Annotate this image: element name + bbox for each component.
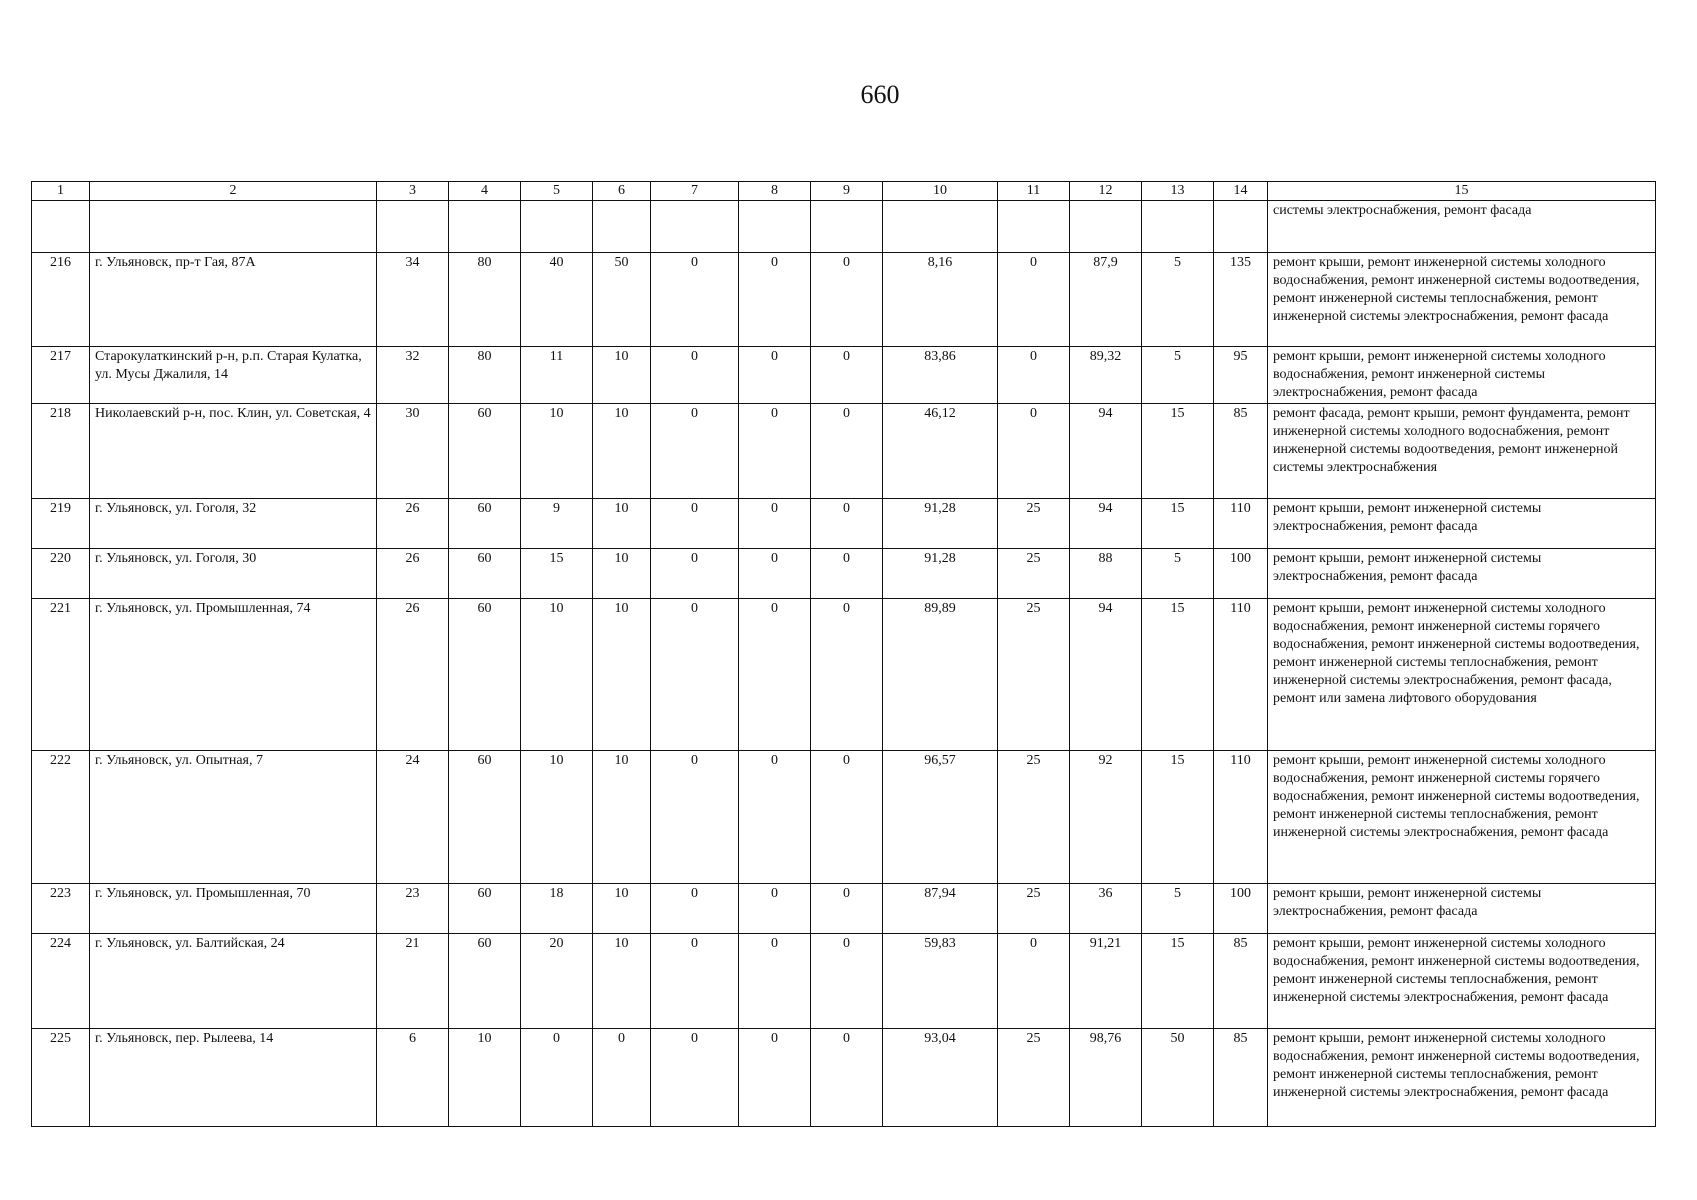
value-cell: 98,76	[1070, 1029, 1142, 1127]
table-row	[32, 751, 1656, 884]
value-cell: 25	[998, 499, 1070, 549]
value-cell: 60	[449, 884, 521, 934]
table-row	[32, 599, 1656, 751]
value-cell: 0	[998, 253, 1070, 347]
value-cell: 96,57	[883, 751, 998, 884]
table-row	[32, 1029, 1656, 1127]
works-cell: ремонт фасада, ремонт крыши, ремонт фундамента, ремонт инженерной системы холодного водоснабжения, ремонт инженерной системы водоотведения, ремонт инженерной системы электроснабжения	[1268, 404, 1656, 499]
value-cell: 0	[593, 1029, 651, 1127]
works-cell: ремонт крыши, ремонт инженерной системы электроснабжения, ремонт фасада	[1268, 499, 1656, 549]
column-header: 3	[377, 182, 449, 201]
value-cell: 10	[593, 884, 651, 934]
value-cell: 10	[521, 404, 593, 499]
value-cell: 80	[449, 347, 521, 404]
value-cell: 26	[377, 599, 449, 751]
value-cell: 0	[739, 599, 811, 751]
row-number-cell: 217	[32, 347, 90, 404]
value-cell: 0	[651, 599, 739, 751]
value-cell: 10	[593, 934, 651, 1029]
value-cell: 5	[1142, 347, 1214, 404]
works-cell: ремонт крыши, ремонт инженерной системы холодного водоснабжения, ремонт инженерной системы водоотведения, ремонт инженерной системы теплоснабжения, ремонт инженерной системы электроснабжения, ремонт фасада	[1268, 253, 1656, 347]
value-cell: 30	[377, 404, 449, 499]
column-header: 6	[593, 182, 651, 201]
row-number-cell: 220	[32, 549, 90, 599]
value-cell: 9	[521, 499, 593, 549]
value-cell: 92	[1070, 751, 1142, 884]
housing-repair-table	[31, 181, 1656, 1127]
continuation-row	[32, 201, 1656, 253]
works-cell: ремонт крыши, ремонт инженерной системы холодного водоснабжения, ремонт инженерной системы электроснабжения, ремонт фасада	[1268, 347, 1656, 404]
value-cell: 0	[651, 347, 739, 404]
value-cell: 25	[998, 1029, 1070, 1127]
row-number-cell: 221	[32, 599, 90, 751]
value-cell: 89,89	[883, 599, 998, 751]
value-cell: 32	[377, 347, 449, 404]
column-header: 1	[32, 182, 90, 201]
value-cell: 10	[593, 599, 651, 751]
value-cell: 0	[651, 253, 739, 347]
value-cell: 0	[739, 1029, 811, 1127]
value-cell: 0	[651, 934, 739, 1029]
value-cell: 25	[998, 884, 1070, 934]
column-header: 14	[1214, 182, 1268, 201]
value-cell: 89,32	[1070, 347, 1142, 404]
value-cell: 91,28	[883, 549, 998, 599]
works-cell: ремонт крыши, ремонт инженерной системы холодного водоснабжения, ремонт инженерной системы горячего водоснабжения, ремонт инженерной системы водоотведения, ремонт инженерной системы теплоснабжения, ремонт инженерной системы электроснабжения, ремонт фасада	[1268, 751, 1656, 884]
value-cell: 0	[651, 751, 739, 884]
value-cell: 15	[1142, 599, 1214, 751]
address-cell: г. Ульяновск, ул. Гоголя, 30	[90, 549, 377, 599]
value-cell: 110	[1214, 599, 1268, 751]
value-cell: 91,28	[883, 499, 998, 549]
value-cell: 87,9	[1070, 253, 1142, 347]
works-cell: ремонт крыши, ремонт инженерной системы холодного водоснабжения, ремонт инженерной системы горячего водоснабжения, ремонт инженерной системы водоотведения, ремонт инженерной системы теплоснабжения, ремонт инженерной системы электроснабжения, ремонт фасада, ремонт или замена лифтового оборудования	[1268, 599, 1656, 751]
value-cell: 0	[739, 884, 811, 934]
value-cell: 10	[449, 1029, 521, 1127]
value-cell: 0	[651, 1029, 739, 1127]
value-cell: 60	[449, 499, 521, 549]
address-cell: г. Ульяновск, пер. Рылеева, 14	[90, 1029, 377, 1127]
value-cell: 0	[811, 599, 883, 751]
value-cell: 0	[998, 934, 1070, 1029]
value-cell: 0	[811, 549, 883, 599]
value-cell: 50	[1142, 1029, 1214, 1127]
value-cell: 110	[1214, 751, 1268, 884]
column-header: 13	[1142, 182, 1214, 201]
value-cell: 85	[1214, 934, 1268, 1029]
address-cell: г. Ульяновск, ул. Балтийская, 24	[90, 934, 377, 1029]
value-cell: 10	[521, 751, 593, 884]
value-cell: 60	[449, 751, 521, 884]
value-cell: 85	[1214, 404, 1268, 499]
value-cell: 23	[377, 884, 449, 934]
column-header: 4	[449, 182, 521, 201]
value-cell: 18	[521, 884, 593, 934]
page-number: 660	[860, 80, 900, 109]
column-header: 8	[739, 182, 811, 201]
value-cell: 0	[811, 499, 883, 549]
value-cell: 93,04	[883, 1029, 998, 1127]
row-number-cell: 218	[32, 404, 90, 499]
value-cell: 0	[811, 253, 883, 347]
value-cell: 0	[811, 884, 883, 934]
value-cell: 110	[1214, 499, 1268, 549]
row-number-cell: 219	[32, 499, 90, 549]
table-row	[32, 253, 1656, 347]
value-cell: 135	[1214, 253, 1268, 347]
table-row	[32, 934, 1656, 1029]
value-cell: 24	[377, 751, 449, 884]
value-cell: 80	[449, 253, 521, 347]
value-cell: 0	[811, 1029, 883, 1127]
address-cell: Николаевский р-н, пос. Клин, ул. Советская, 4	[90, 404, 377, 499]
value-cell: 0	[811, 751, 883, 884]
value-cell: 6	[377, 1029, 449, 1127]
row-number-cell: 223	[32, 884, 90, 934]
column-header: 9	[811, 182, 883, 201]
value-cell: 26	[377, 499, 449, 549]
value-cell: 0	[739, 404, 811, 499]
address-cell: г. Ульяновск, ул. Промышленная, 74	[90, 599, 377, 751]
value-cell: 36	[1070, 884, 1142, 934]
value-cell: 15	[521, 549, 593, 599]
value-cell: 0	[739, 934, 811, 1029]
column-header: 11	[998, 182, 1070, 201]
value-cell: 83,86	[883, 347, 998, 404]
value-cell: 91,21	[1070, 934, 1142, 1029]
table-row	[32, 404, 1656, 499]
table-row	[32, 884, 1656, 934]
column-number-header-row	[32, 182, 1656, 201]
value-cell: 40	[521, 253, 593, 347]
value-cell: 8,16	[883, 253, 998, 347]
value-cell: 21	[377, 934, 449, 1029]
value-cell: 34	[377, 253, 449, 347]
value-cell: 15	[1142, 404, 1214, 499]
table-row	[32, 499, 1656, 549]
value-cell: 25	[998, 549, 1070, 599]
value-cell: 5	[1142, 253, 1214, 347]
value-cell: 15	[1142, 751, 1214, 884]
value-cell: 46,12	[883, 404, 998, 499]
value-cell: 11	[521, 347, 593, 404]
value-cell: 10	[521, 599, 593, 751]
value-cell: 59,83	[883, 934, 998, 1029]
address-cell: Старокулаткинский р-н, р.п. Старая Кулатка, ул. Мусы Джалиля, 14	[90, 347, 377, 404]
value-cell: 10	[593, 404, 651, 499]
value-cell: 25	[998, 599, 1070, 751]
value-cell: 15	[1142, 934, 1214, 1029]
value-cell: 0	[811, 347, 883, 404]
value-cell: 0	[739, 549, 811, 599]
value-cell: 100	[1214, 884, 1268, 934]
row-number-cell: 225	[32, 1029, 90, 1127]
value-cell: 10	[593, 499, 651, 549]
value-cell: 20	[521, 934, 593, 1029]
value-cell: 88	[1070, 549, 1142, 599]
value-cell: 95	[1214, 347, 1268, 404]
value-cell: 0	[651, 499, 739, 549]
column-header: 10	[883, 182, 998, 201]
value-cell: 0	[811, 934, 883, 1029]
value-cell: 0	[998, 347, 1070, 404]
value-cell: 0	[521, 1029, 593, 1127]
value-cell: 94	[1070, 599, 1142, 751]
works-cell: ремонт крыши, ремонт инженерной системы электроснабжения, ремонт фасада	[1268, 549, 1656, 599]
value-cell: 5	[1142, 884, 1214, 934]
address-cell: г. Ульяновск, ул. Гоголя, 32	[90, 499, 377, 549]
column-header: 15	[1268, 182, 1656, 201]
works-cell: ремонт крыши, ремонт инженерной системы холодного водоснабжения, ремонт инженерной системы водоотведения, ремонт инженерной системы теплоснабжения, ремонт инженерной системы электроснабжения, ремонт фасада	[1268, 934, 1656, 1029]
works-cell: системы электроснабжения, ремонт фасада	[1268, 201, 1656, 253]
column-header: 12	[1070, 182, 1142, 201]
column-header: 5	[521, 182, 593, 201]
works-cell: ремонт крыши, ремонт инженерной системы холодного водоснабжения, ремонт инженерной системы водоотведения, ремонт инженерной системы теплоснабжения, ремонт инженерной системы электроснабжения, ремонт фасада	[1268, 1029, 1656, 1127]
value-cell: 0	[651, 884, 739, 934]
value-cell: 15	[1142, 499, 1214, 549]
address-cell: г. Ульяновск, пр-т Гая, 87А	[90, 253, 377, 347]
table-row	[32, 347, 1656, 404]
value-cell: 60	[449, 404, 521, 499]
value-cell: 10	[593, 751, 651, 884]
value-cell: 0	[739, 347, 811, 404]
value-cell: 85	[1214, 1029, 1268, 1127]
value-cell: 0	[651, 404, 739, 499]
value-cell: 100	[1214, 549, 1268, 599]
value-cell: 10	[593, 347, 651, 404]
value-cell: 25	[998, 751, 1070, 884]
value-cell: 60	[449, 599, 521, 751]
value-cell: 0	[811, 404, 883, 499]
column-header: 7	[651, 182, 739, 201]
value-cell: 94	[1070, 404, 1142, 499]
row-number-cell: 216	[32, 253, 90, 347]
value-cell: 5	[1142, 549, 1214, 599]
value-cell: 0	[739, 499, 811, 549]
value-cell: 60	[449, 549, 521, 599]
value-cell: 10	[593, 549, 651, 599]
works-cell: ремонт крыши, ремонт инженерной системы электроснабжения, ремонт фасада	[1268, 884, 1656, 934]
column-header: 2	[90, 182, 377, 201]
value-cell: 87,94	[883, 884, 998, 934]
value-cell: 0	[998, 404, 1070, 499]
row-number-cell: 222	[32, 751, 90, 884]
value-cell: 0	[739, 751, 811, 884]
value-cell: 60	[449, 934, 521, 1029]
value-cell: 0	[739, 253, 811, 347]
value-cell: 94	[1070, 499, 1142, 549]
address-cell: г. Ульяновск, ул. Опытная, 7	[90, 751, 377, 884]
value-cell: 26	[377, 549, 449, 599]
value-cell: 0	[651, 549, 739, 599]
address-cell: г. Ульяновск, ул. Промышленная, 70	[90, 884, 377, 934]
value-cell: 50	[593, 253, 651, 347]
table-row	[32, 549, 1656, 599]
row-number-cell: 224	[32, 934, 90, 1029]
